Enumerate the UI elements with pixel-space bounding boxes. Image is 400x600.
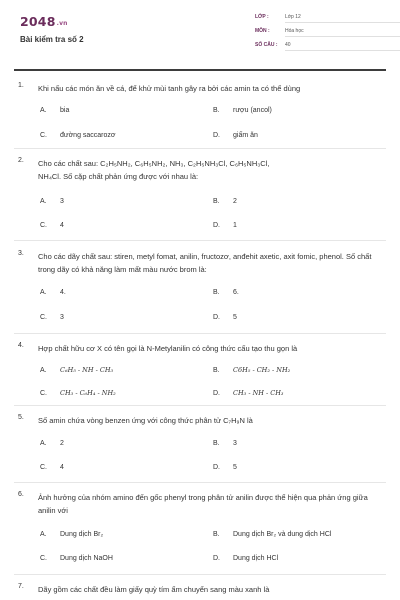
question-stem-line-2: NH₄Cl. Số cặp chất phản ứng được với nhau là: bbox=[38, 172, 199, 181]
option-d[interactable]: D. giấm ăn bbox=[213, 132, 258, 139]
question-number: 4. bbox=[18, 342, 24, 349]
question-divider bbox=[14, 405, 386, 406]
option-a[interactable]: A. 4. bbox=[40, 289, 66, 296]
option-b[interactable]: B. Dung dịch Br₂ và dung dịch HCl bbox=[213, 531, 332, 538]
meta-class-label: LỚP : bbox=[255, 14, 269, 20]
meta-count-value: 40 bbox=[285, 42, 400, 51]
question-divider bbox=[14, 574, 386, 575]
question-stem-line-1: Cho các chất sau: C₂H₅NH₂, C₆H₅NH₂, NH₃, C₂H₅NH₃Cl, C₆H₅NH₃Cl, bbox=[38, 159, 270, 168]
meta-subject-label: MÔN : bbox=[255, 28, 270, 34]
option-a[interactable]: A. 3 bbox=[40, 198, 64, 205]
question-stem: Số amin chứa vòng benzen ứng với công thức phân tử C₇H₉N là bbox=[38, 416, 253, 425]
meta-count-label: SỐ CÂU : bbox=[255, 42, 278, 48]
option-c[interactable]: C. đường saccarozơ bbox=[40, 132, 116, 139]
question-number: 3. bbox=[18, 250, 24, 257]
option-b[interactable]: B. rượu (ancol) bbox=[213, 107, 272, 114]
question-stem: Ảnh hưởng của nhóm amino đến gốc phenyl trong phân tử anilin được thể hiện qua phản ứng giữa anilin với bbox=[38, 493, 368, 515]
page-header bbox=[0, 0, 400, 76]
logo-text: 2048 bbox=[20, 14, 56, 29]
option-a[interactable]: A. 2 bbox=[40, 440, 64, 447]
meta-subject-value: Hóa học bbox=[285, 28, 400, 37]
question-number: 1. bbox=[18, 82, 24, 89]
question-number: 7. bbox=[18, 583, 24, 590]
option-b[interactable]: B. 2 bbox=[213, 198, 237, 205]
question-divider bbox=[14, 333, 386, 334]
site-logo[interactable] bbox=[20, 14, 68, 29]
question-stem: Khi nấu các món ăn về cá, để khử mùi tanh gây ra bởi các amin ta có thể dùng bbox=[38, 84, 301, 93]
option-c[interactable]: C. Dung dịch NaOH bbox=[40, 555, 113, 562]
option-c[interactable]: C. 4 bbox=[40, 464, 64, 471]
question-number: 6. bbox=[18, 491, 24, 498]
option-d[interactable]: D. CH₃ - NH - CH₃ bbox=[213, 389, 284, 397]
question-divider bbox=[14, 240, 386, 241]
header-divider bbox=[14, 69, 386, 71]
question-stem: Hợp chất hữu cơ X có tên gọi là N-Metylanilin có công thức cấu tạo thu gọn là bbox=[38, 344, 298, 353]
option-b[interactable]: B. 3 bbox=[213, 440, 237, 447]
option-d[interactable]: D. 5 bbox=[213, 314, 237, 321]
meta-class-value: Lớp 12 bbox=[285, 14, 400, 23]
option-d[interactable]: D. 1 bbox=[213, 222, 237, 229]
question-divider bbox=[14, 148, 386, 149]
option-a[interactable]: A. Dung dịch Br₂ bbox=[40, 531, 104, 538]
question-number: 5. bbox=[18, 414, 24, 421]
option-a[interactable]: A. C₆H₅ - NH - CH₃ bbox=[40, 366, 114, 374]
option-d[interactable]: D. Dung dịch HCl bbox=[213, 555, 279, 562]
option-b[interactable]: B. C6H₅ - CH₂ - NH₂ bbox=[213, 366, 291, 374]
option-a[interactable]: A. bia bbox=[40, 107, 70, 114]
question-number: 2. bbox=[18, 157, 24, 164]
option-d[interactable]: D. 5 bbox=[213, 464, 237, 471]
question-stem bbox=[38, 157, 378, 183]
question-stem: Cho các dãy chất sau: stiren, metyl fomat, anilin, fructozơ, anđehit axetic, axit fomic, phenol. Số chất trong dãy có khả năng làm mất màu nước brom là: bbox=[38, 252, 372, 274]
question-divider bbox=[14, 482, 386, 483]
option-c[interactable]: C. CH₃ - C₆H₄ - NH₂ bbox=[40, 389, 116, 397]
option-c[interactable]: C. 4 bbox=[40, 222, 64, 229]
option-c[interactable]: C. 3 bbox=[40, 314, 64, 321]
exam-title: Bài kiểm tra số 2 bbox=[20, 35, 84, 44]
option-b[interactable]: B. 6. bbox=[213, 289, 239, 296]
logo-suffix: .vn bbox=[56, 20, 68, 27]
question-stem: Dãy gồm các chất đều làm giấy quỳ tím ẩm chuyển sang màu xanh là bbox=[38, 585, 270, 594]
